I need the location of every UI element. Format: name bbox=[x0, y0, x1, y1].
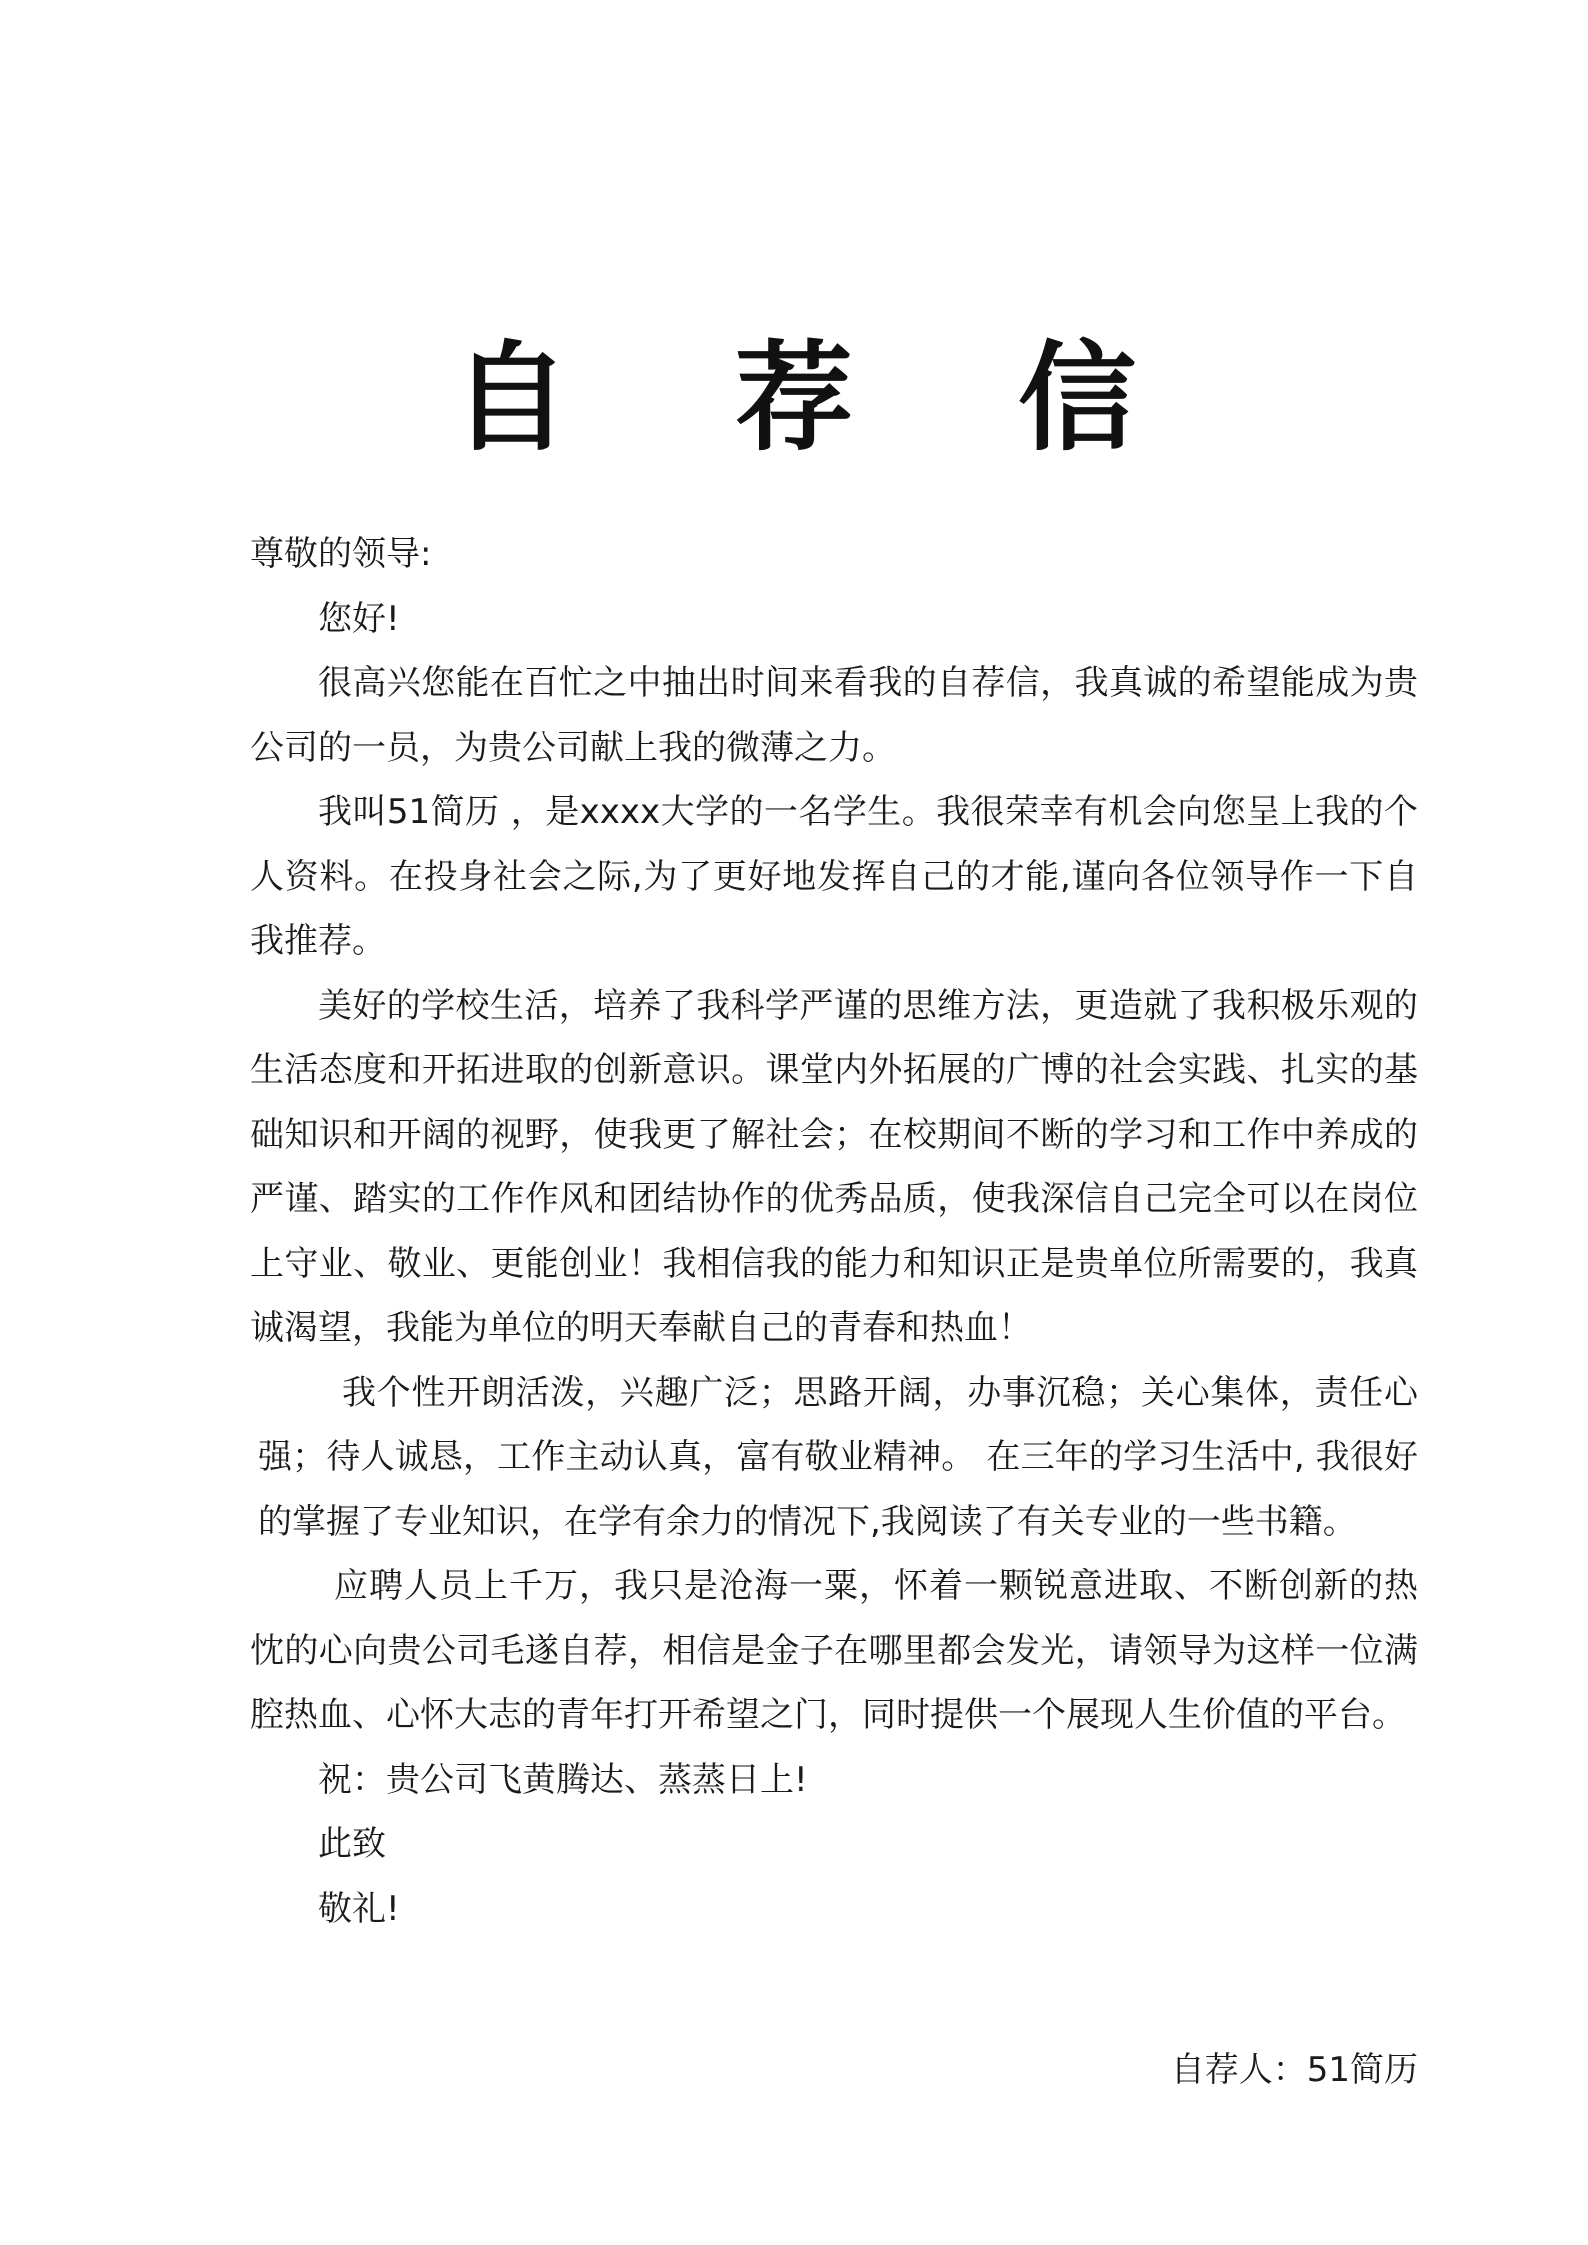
paragraph-self-introduction: 我叫51简历 ，是xxxx大学的一名学生。我很荣幸有机会向您呈上我的个人资料。在投身社会之际,为了更好地发挥自己的才能,谨向各位领导作一下自我推荐。 bbox=[250, 792, 1418, 961]
paragraph-application: 应聘人员上千万，我只是沧海一粟，怀着一颗锐意进取、不断创新的热忱的心向贵公司毛遂自荐，相信是金子在哪里都会发光，请领导为这样一位满腔热血、心怀大志的青年打开希望之门，同时提供一个展现人生价值的平台。 bbox=[250, 1566, 1418, 1735]
paragraph-personality: 我个性开朗活泼，兴趣广泛；思路开阔，办事沉稳；关心集体，责任心强；待人诚恳，工作主动认真，富有敬业精神。 在三年的学习生活中, 我很好的掌握了专业知识，在学有余力的情况下,我阅读了有关专业的一些书籍。 bbox=[258, 1372, 1418, 1542]
signature: 自荐人：51简历 bbox=[1170, 2050, 1418, 2090]
paragraph-school-life: 美好的学校生活，培养了我科学严谨的思维方法，更造就了我积极乐观的生活态度和开拓进取的创新意识。课堂内外拓展的广博的社会实践、扎实的基础知识和开阔的视野，使我更了解社会；在校期间不断的学习和工作中养成的严谨、踏实的工作作风和团结协作的优秀品质，使我深信自己完全可以在岗位上守业、敬业、更能创业！我相信我的能力和知识正是贵单位所需要的，我真诚渴望，我能为单位的明天奉献自己的青春和热血！ bbox=[250, 985, 1418, 1348]
closing-line-1: 此致 bbox=[318, 1824, 386, 1864]
greeting: 您好! bbox=[318, 598, 400, 639]
closing-line-2: 敬礼! bbox=[318, 1888, 400, 1929]
paragraph-intro: 很高兴您能在百忙之中抽出时间来看我的自荐信，我真诚的希望能成为贵公司的一员，为贵公司献上我的微薄之力。 bbox=[250, 663, 1418, 768]
wish-line: 祝：贵公司飞黄腾达、蒸蒸日上! bbox=[318, 1759, 808, 1800]
page-title: 自 荐 信 bbox=[451, 329, 1199, 467]
letter-body bbox=[250, 522, 1418, 1941]
salutation: 尊敬的领导: bbox=[250, 534, 432, 574]
